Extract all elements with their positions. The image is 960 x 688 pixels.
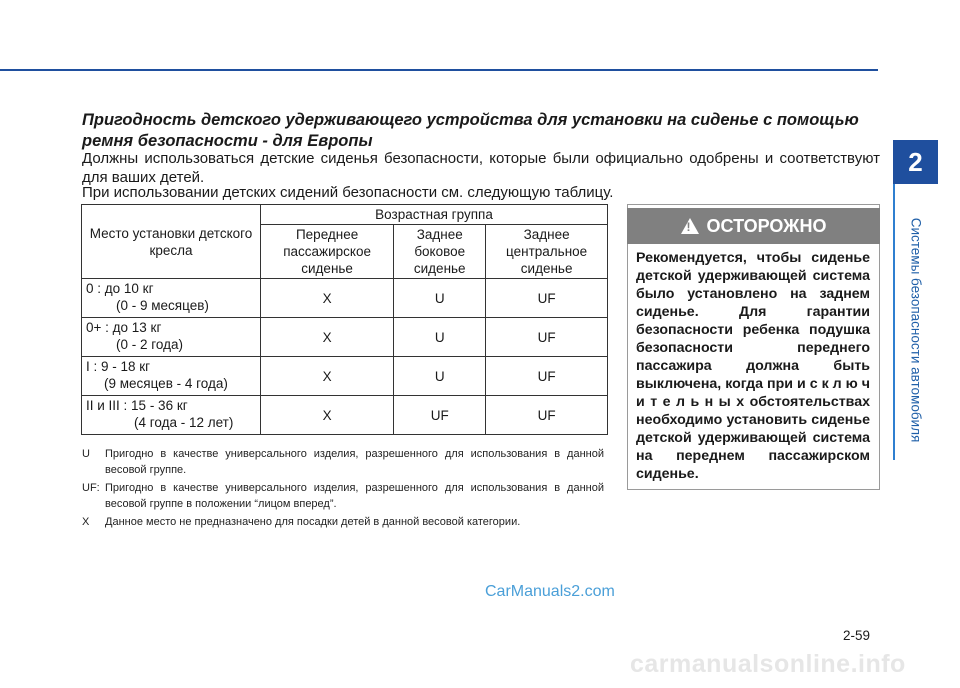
value-front-passenger: X [261, 318, 394, 357]
column-rear-center: Заднее центральное сиденье [486, 225, 608, 279]
warning-header [627, 208, 880, 244]
chapter-badge: 2 [893, 140, 938, 184]
column-front-passenger: Переднее пассажирское сиденье [261, 225, 394, 279]
page-number: 2-59 [843, 628, 871, 643]
weight-group-age: (0 - 9 месяцев) [116, 298, 209, 313]
watermark-carmanuals2: CarManuals2.com [485, 583, 615, 600]
weight-group-range: I : 9 - 18 кг [86, 359, 151, 374]
table-row [82, 357, 608, 396]
legend-key: UF: [82, 482, 100, 494]
top-rule [0, 69, 878, 71]
header-age-group: Возрастная группа [261, 205, 608, 225]
weight-group-cell [82, 318, 261, 357]
legend-text: Пригодно в качестве универсального изделия, разрешенного для использования в данной весовой группе. [105, 448, 604, 476]
warning-title: ОСТОРОЖНО [706, 215, 827, 236]
weight-group-age: (4 года - 12 лет) [134, 415, 234, 430]
value-rear-side: UF [394, 396, 486, 435]
legend-text: Пригодно в качестве универсального изделия, разрешенного для использования в данной весовой группе в положении “лицом вперед”. [105, 482, 604, 510]
value-rear-center: UF [486, 318, 608, 357]
legend-item [82, 514, 604, 530]
legend-item [82, 446, 604, 478]
weight-group-cell [82, 357, 261, 396]
weight-group-cell [82, 396, 261, 435]
weight-group-age: (9 месяцев - 4 года) [104, 376, 228, 391]
weight-group-range: 0 : до 10 кг [86, 281, 154, 296]
value-rear-center: UF [486, 357, 608, 396]
watermark-carmanualsonline: carmanualsonline.info [630, 650, 906, 678]
column-rear-side: Заднее боковое сиденье [394, 225, 486, 279]
legend-key: U [82, 448, 90, 460]
legend-text: Данное место не предназначено для посадки детей в данной весовой категории. [105, 516, 521, 528]
weight-group-cell [82, 279, 261, 318]
table-header-row [82, 205, 608, 225]
table-row [82, 318, 608, 357]
legend-item [82, 480, 604, 512]
table-row [82, 279, 608, 318]
child-seat-table [81, 204, 608, 435]
warning-triangle-icon [681, 218, 699, 234]
side-rule [893, 140, 895, 460]
value-rear-center: UF [486, 396, 608, 435]
value-rear-side: U [394, 357, 486, 396]
value-rear-center: UF [486, 279, 608, 318]
weight-group-age: (0 - 2 года) [116, 337, 183, 352]
value-front-passenger: X [261, 279, 394, 318]
warning-text: Рекомендуется, чтобы сиденье детской удерживающей система было установлено на заднем сиденье. Для гарантии безопасности ребенка подушка безопасности переднего пассажира должна быть выключена, когда при и с к л ю ч и т е л ь н ы х обстоятельствах необходимо установить сиденье детской удерживающей система на переднем пассажирском сиденье. [636, 250, 870, 482]
value-front-passenger: X [261, 357, 394, 396]
legend-key: X [82, 516, 90, 528]
table-legend [82, 446, 604, 532]
value-front-passenger: X [261, 396, 394, 435]
table-reference-paragraph: При использовании детских сидений безопасности см. следующую таблицу. [82, 184, 614, 201]
value-rear-side: U [394, 279, 486, 318]
chapter-side-label: Системы безопасности автомобиля [908, 217, 924, 443]
value-rear-side: U [394, 318, 486, 357]
header-installation-place: Место установки детского кресла [82, 205, 261, 279]
weight-group-range: 0+ : до 13 кг [86, 320, 162, 335]
weight-group-range: II и III : 15 - 36 кг [86, 398, 188, 413]
intro-paragraph: Должны использоваться детские сиденья безопасности, которые были официально одобрены и соответствуют для ваших детей. [82, 150, 880, 186]
section-heading: Пригодность детского удерживающего устройства для установки на сиденье с помощью ремня безопасности - для Европы [82, 111, 859, 150]
table-row [82, 396, 608, 435]
